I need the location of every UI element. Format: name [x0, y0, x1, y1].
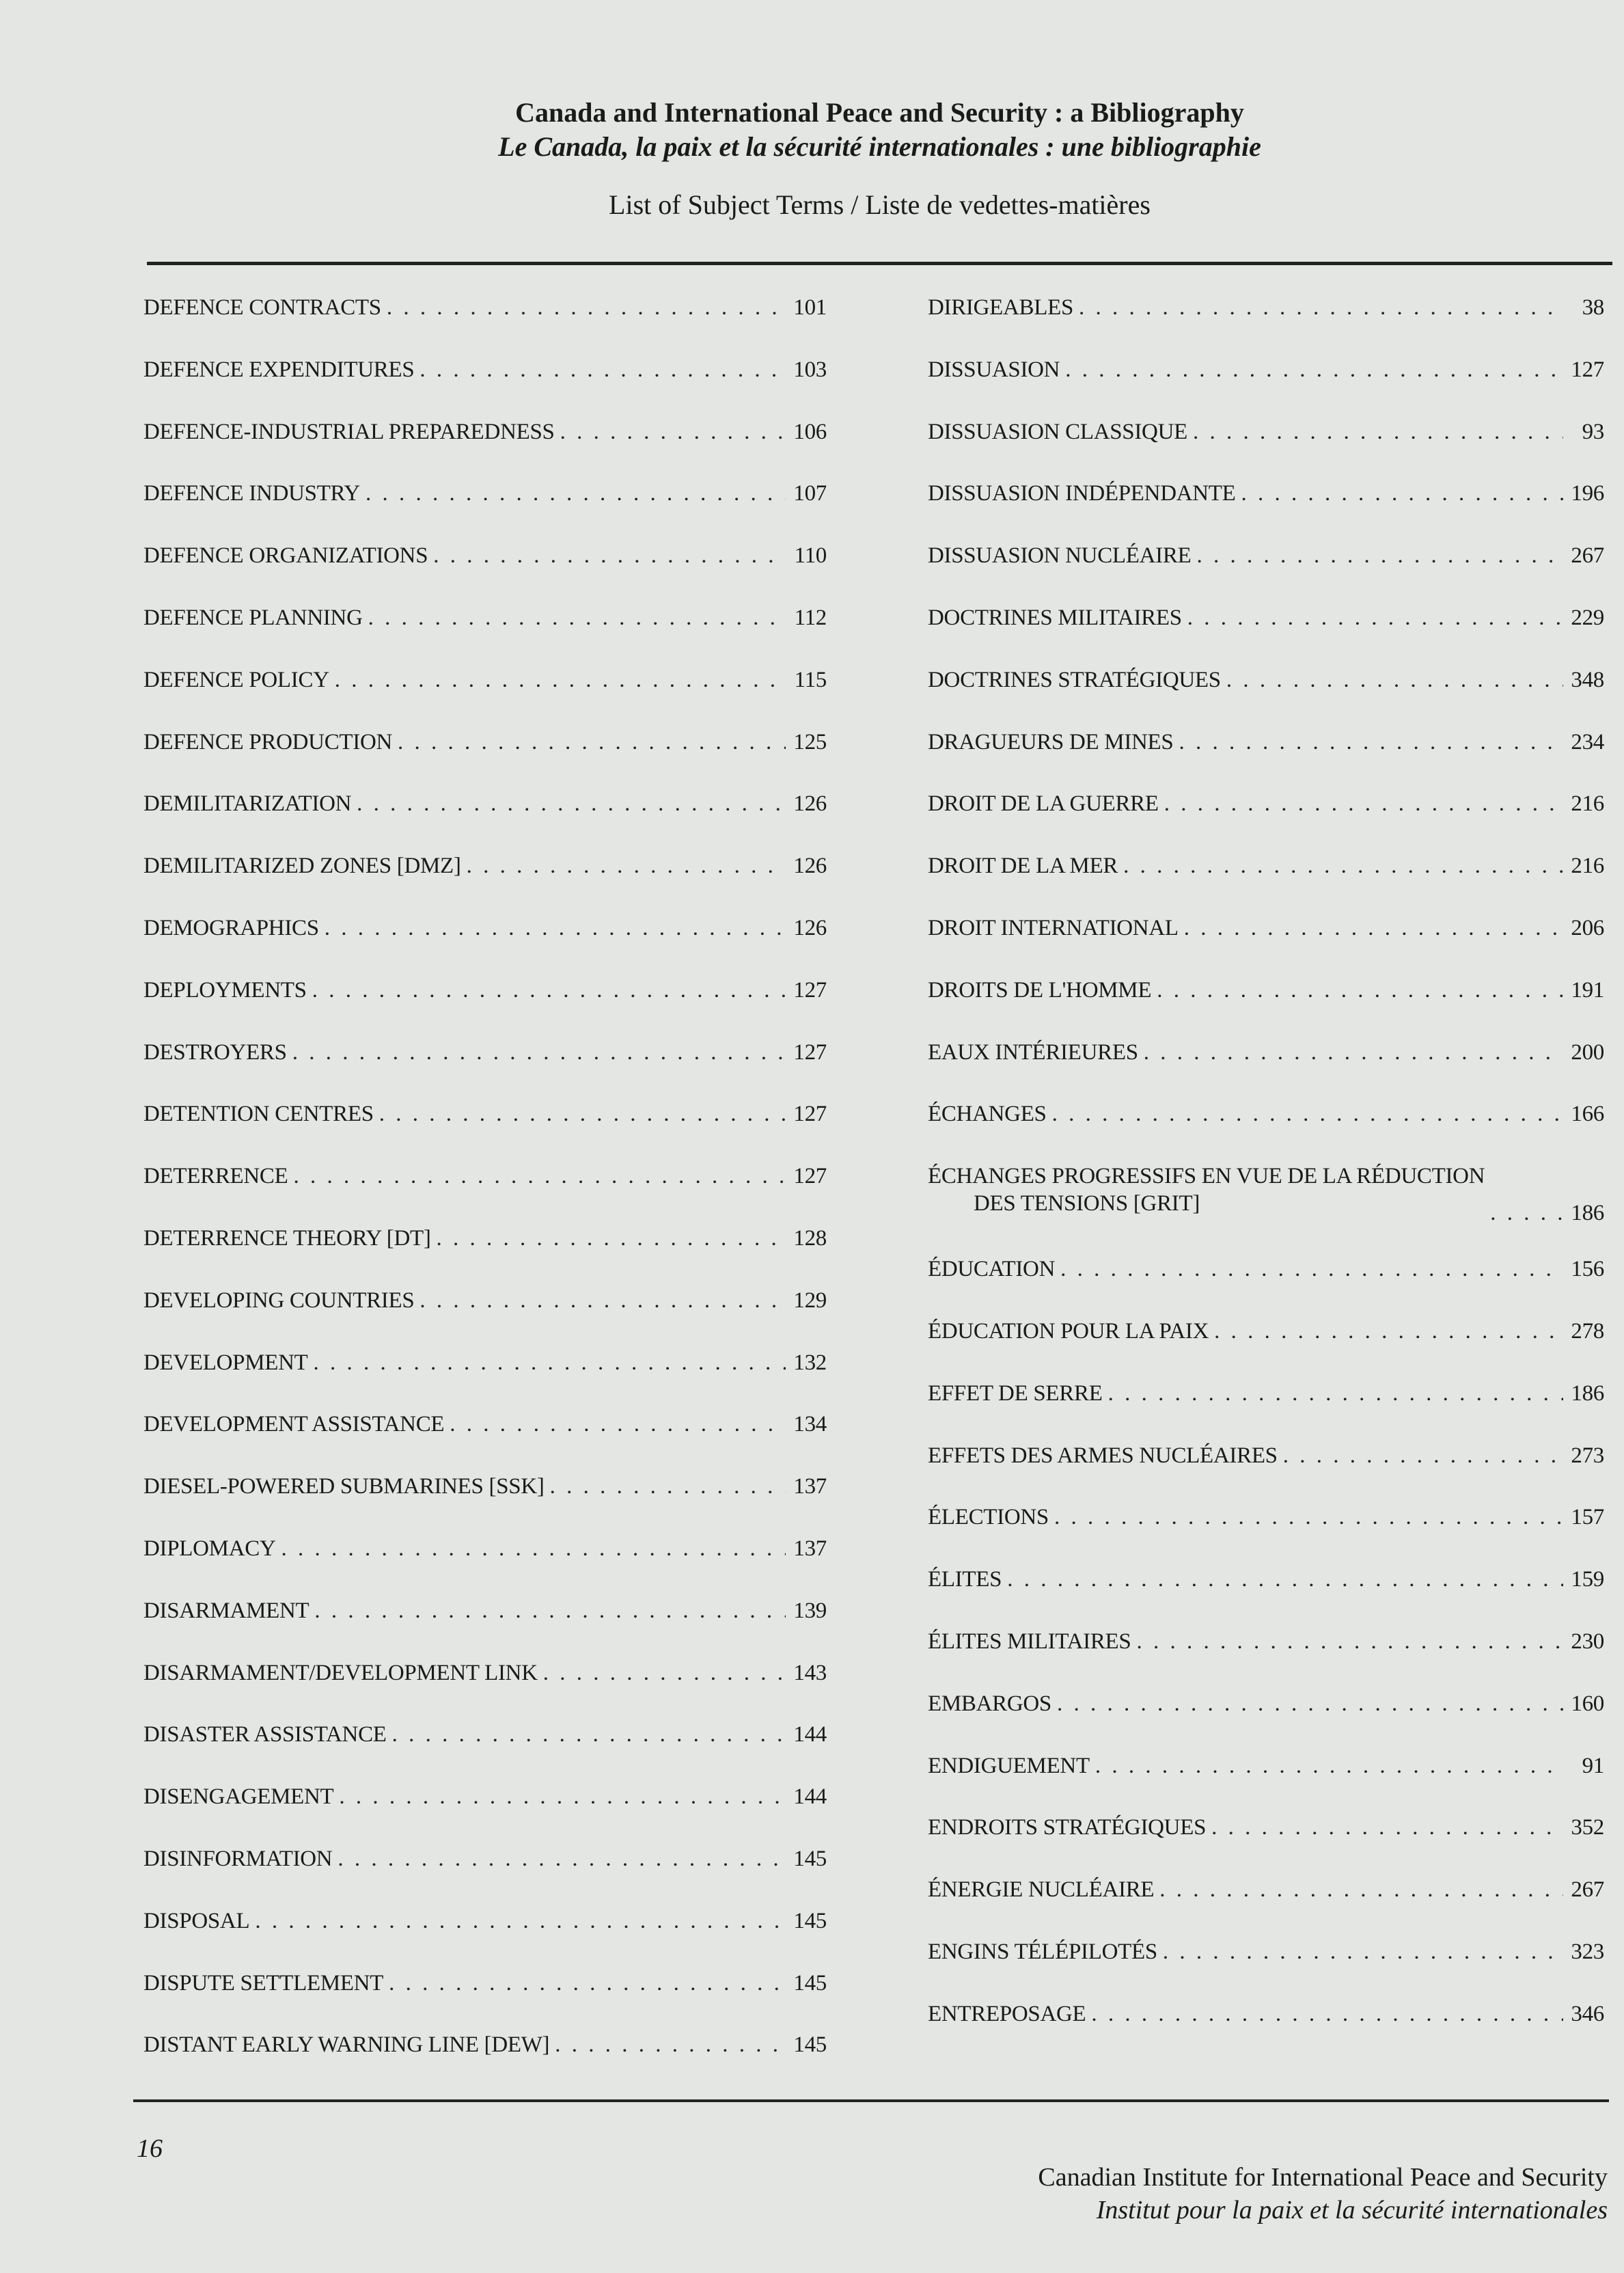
subject-term [928, 852, 1118, 880]
dot-leader [1211, 1814, 1563, 1841]
subject-term-text: DEMILITARIZATION [143, 791, 352, 817]
page-reference: 112 [794, 605, 827, 630]
subject-term-text: DISSUASION CLASSIQUE [928, 419, 1187, 444]
dot-leader [419, 356, 786, 383]
institute-credit [1038, 2161, 1608, 2227]
index-entry [143, 480, 827, 542]
subject-term [143, 977, 307, 1004]
list-subtitle: List of Subject Terms / Liste de vedettes-matières [609, 189, 1151, 220]
page-number: 16 [137, 2134, 163, 2163]
subject-term [928, 356, 1060, 383]
dot-leader [1187, 604, 1563, 631]
dot-leader [1164, 790, 1563, 817]
subject-term-text: DOCTRINES STRATÉGIQUES [928, 667, 1221, 692]
subject-term [928, 1876, 1154, 1903]
page-reference: 186 [1571, 1380, 1604, 1406]
dot-leader [312, 977, 786, 1004]
subject-term [143, 1162, 288, 1190]
subject-term [928, 604, 1182, 631]
subject-term [143, 1225, 431, 1252]
index-entry [928, 1628, 1604, 1690]
index-entry [143, 1411, 827, 1473]
subject-term-text: DEMILITARIZED ZONES [DMZ] [143, 854, 461, 879]
dot-leader [1214, 1318, 1563, 1345]
dot-leader [281, 1535, 786, 1562]
subject-term [143, 1535, 275, 1562]
index-entry [928, 480, 1604, 542]
index-entry [928, 1566, 1604, 1628]
page-reference: 278 [1571, 1318, 1604, 1344]
subject-term-text: DISSUASION NUCLÉAIRE [928, 543, 1192, 569]
dot-leader [543, 1659, 786, 1687]
index-entry [928, 1442, 1604, 1504]
right-term-column [928, 294, 1604, 2063]
subject-term [143, 1907, 249, 1935]
top-rule [147, 262, 1612, 265]
subject-term [928, 294, 1073, 321]
index-entry [143, 604, 827, 666]
subject-term [143, 1100, 374, 1128]
dot-leader [555, 2031, 786, 2058]
subject-term [928, 1318, 1209, 1345]
subject-term-text: ENGINS TÉLÉPILOTÉS [928, 1939, 1157, 1964]
subject-term [143, 1411, 444, 1438]
page-reference: 38 [1582, 295, 1604, 320]
subject-term [928, 1938, 1157, 1965]
page-reference: 216 [1571, 854, 1604, 879]
index-entry [143, 1845, 827, 1907]
dot-leader [255, 1907, 786, 1935]
subject-term-text: ÉLITES MILITAIRES [928, 1629, 1131, 1654]
subject-term [143, 852, 461, 880]
page-reference: 126 [793, 854, 827, 879]
dot-leader [1007, 1566, 1563, 1593]
dot-leader [467, 852, 786, 880]
index-entry [928, 1938, 1604, 2000]
subject-term [928, 1503, 1049, 1531]
subject-term [928, 1100, 1047, 1128]
subject-term-text: DEFENCE INDUSTRY [143, 481, 360, 506]
subject-term-text: DISARMAMENT/DEVELOPMENT LINK [143, 1660, 538, 1685]
page-reference: 352 [1571, 1815, 1604, 1840]
dot-leader [392, 1721, 786, 1748]
index-entry [143, 1597, 827, 1659]
subject-term-text: DIRIGEABLES [928, 295, 1074, 320]
title-english: Canada and International Peace and Security : a Bibliography [515, 97, 1244, 128]
subject-term-text: DEFENCE CONTRACTS [143, 295, 381, 320]
index-entry [928, 2000, 1604, 2063]
page-reference: 137 [793, 1474, 827, 1499]
index-entry [143, 2031, 827, 2093]
page-header [0, 96, 1624, 221]
page-reference: 139 [793, 1598, 827, 1623]
index-entry [143, 977, 827, 1039]
page-reference: 101 [793, 295, 827, 320]
page-reference: 115 [794, 667, 827, 692]
subject-term-text: DROIT DE LA MER [928, 854, 1118, 879]
page-reference: 91 [1582, 1753, 1604, 1778]
subject-term-text: DISENGAGEMENT [143, 1784, 334, 1810]
index-entry [928, 790, 1604, 852]
subject-term-text: DEFENCE PLANNING [143, 605, 363, 630]
subject-term [143, 356, 414, 383]
page-reference: 267 [1571, 1877, 1604, 1903]
page-reference: 145 [793, 1908, 827, 1933]
subject-term-text: ÉDUCATION POUR LA PAIX [928, 1318, 1209, 1344]
index-entry [143, 542, 827, 604]
subject-term-text: DEMOGRAPHICS [143, 915, 319, 940]
subject-term-text: DETERRENCE [143, 1164, 288, 1189]
index-entry [143, 1970, 827, 2032]
index-entry [143, 1039, 827, 1101]
page-reference: 127 [793, 1039, 827, 1065]
subject-term [143, 1597, 309, 1624]
subject-term [928, 542, 1191, 569]
subject-term-text: ENTREPOSAGE [928, 2001, 1086, 2026]
subject-term-text: EAUX INTÉRIEURES [928, 1039, 1138, 1065]
subject-term-text: DEPLOYMENTS [143, 977, 307, 1003]
dot-leader [387, 294, 786, 321]
subject-term [928, 1380, 1103, 1407]
subject-term [928, 1162, 1485, 1217]
index-entry [928, 666, 1604, 729]
page-reference: 229 [1571, 605, 1604, 630]
page-reference: 93 [1582, 419, 1604, 444]
subject-term [143, 2031, 549, 2058]
subject-term [143, 604, 363, 631]
subject-term [928, 1690, 1051, 1717]
subject-term-text: DISARMAMENT [143, 1598, 309, 1623]
subject-term-text: DIESEL-POWERED SUBMARINES [SSK] [143, 1474, 545, 1499]
subject-term-text: ÉCHANGES [928, 1102, 1047, 1127]
subject-term-text: ENDROITS STRATÉGIQUES [928, 1815, 1207, 1840]
subject-term [928, 1442, 1278, 1469]
subject-term [928, 418, 1187, 446]
page-reference: 191 [1571, 977, 1604, 1003]
dot-leader [1054, 1503, 1563, 1531]
page-reference: 234 [1571, 729, 1604, 754]
page-reference: 107 [793, 481, 827, 506]
dot-leader [314, 1597, 786, 1624]
dot-leader [398, 729, 786, 756]
dot-leader [1179, 729, 1563, 756]
page-reference: 159 [1571, 1567, 1604, 1592]
subject-term [143, 1349, 308, 1376]
index-entry [928, 294, 1604, 356]
page-reference: 348 [1571, 667, 1604, 692]
left-term-column [143, 294, 827, 2093]
subject-term [143, 294, 381, 321]
index-entry [928, 542, 1604, 604]
bottom-rule [133, 2099, 1609, 2102]
page-reference: 129 [793, 1288, 827, 1313]
dot-leader [550, 1473, 786, 1500]
index-entry [928, 356, 1604, 418]
index-entry [928, 1162, 1604, 1255]
dot-leader [560, 418, 786, 446]
subject-term-text: DISSUASION [928, 357, 1060, 382]
subject-term-text: DOCTRINES MILITAIRES [928, 605, 1182, 630]
index-entry [928, 1255, 1604, 1318]
index-entry [928, 1039, 1604, 1101]
subject-term-text: DISASTER ASSISTANCE [143, 1722, 387, 1747]
dot-leader [338, 1845, 786, 1873]
page-reference: 216 [1571, 791, 1604, 817]
index-entry [143, 1225, 827, 1287]
dot-leader [389, 1970, 786, 1997]
subject-term-text: DETERRENCE THEORY [DT] [143, 1225, 431, 1251]
subject-term [928, 480, 1236, 507]
subject-term [143, 790, 351, 817]
subject-term [143, 1970, 383, 1997]
page-reference: 206 [1571, 915, 1604, 940]
index-entry [928, 418, 1604, 480]
subject-term-text: DIPLOMACY [143, 1536, 276, 1561]
subject-term-text: DEVELOPMENT [143, 1350, 308, 1375]
subject-term [928, 1039, 1138, 1066]
page-reference: 127 [793, 1164, 827, 1189]
dot-leader [1196, 542, 1563, 569]
index-entry [928, 1690, 1604, 1752]
index-entry [143, 1907, 827, 1970]
subject-term-text: DEVELOPING COUNTRIES [143, 1288, 415, 1313]
subject-term-text: ÉNERGIE NUCLÉAIRE [928, 1877, 1155, 1903]
page-reference: 127 [1571, 357, 1604, 382]
index-entry [143, 666, 827, 729]
dot-leader [1060, 1255, 1563, 1283]
dot-leader [1091, 2000, 1563, 2028]
subject-term [928, 1814, 1206, 1841]
dot-leader [1163, 1938, 1563, 1965]
index-entry [143, 356, 827, 418]
subject-term [928, 1628, 1131, 1655]
subject-term-text: DEFENCE PRODUCTION [143, 729, 393, 754]
dot-leader [1241, 480, 1563, 507]
subject-term-text: ENDIGUEMENT [928, 1753, 1090, 1778]
index-entry [143, 1287, 827, 1349]
page-reference: 134 [793, 1412, 827, 1437]
page-reference: 157 [1571, 1505, 1604, 1530]
index-entry [928, 604, 1604, 666]
page-reference: 137 [793, 1536, 827, 1561]
subject-term [143, 1039, 287, 1066]
dot-leader [1108, 1380, 1563, 1407]
index-entry [928, 729, 1604, 791]
dot-leader [292, 1039, 786, 1066]
subject-term [143, 1845, 332, 1873]
subject-term-text: EFFETS DES ARMES NUCLÉAIRES [928, 1443, 1278, 1468]
subject-term-text: DROIT DE LA GUERRE [928, 791, 1159, 817]
subject-term-text: DEFENCE POLICY [143, 667, 329, 692]
subject-term [143, 1721, 387, 1748]
subject-term-text: ÉCHANGES PROGRESSIFS EN VUE DE LA RÉDUCTION [928, 1164, 1485, 1189]
dot-leader [1052, 1100, 1563, 1128]
index-entry [928, 1380, 1604, 1442]
page-reference: 103 [793, 357, 827, 382]
subject-term [143, 542, 428, 569]
page-reference: 127 [793, 977, 827, 1003]
dot-leader [419, 1287, 786, 1314]
subject-term-continuation: DES TENSIONS [GRIT] [974, 1191, 1200, 1216]
page-reference: 166 [1571, 1102, 1604, 1127]
dot-leader [437, 1225, 786, 1252]
subject-term-text: DISTANT EARLY WARNING LINE [DEW] [143, 2032, 550, 2058]
index-entry [143, 418, 827, 480]
index-entry [143, 1349, 827, 1411]
subject-term-text: DROITS DE L'HOMME [928, 977, 1152, 1003]
dot-leader [1490, 1199, 1563, 1227]
subject-term-text: ÉDUCATION [928, 1257, 1056, 1282]
subject-term [143, 729, 392, 756]
dot-leader [1283, 1442, 1563, 1469]
subject-term-text: DESTROYERS [143, 1039, 287, 1065]
dot-leader [1095, 1752, 1563, 1780]
dot-leader [379, 1100, 786, 1128]
dot-leader [366, 480, 786, 507]
index-entry [928, 1318, 1604, 1380]
page-reference: 110 [794, 543, 827, 569]
subject-term-text: DROIT INTERNATIONAL [928, 915, 1179, 940]
index-entry [143, 1721, 827, 1783]
index-entry [143, 790, 827, 852]
page-reference: 125 [793, 729, 827, 754]
dot-leader [339, 1783, 786, 1810]
index-entry [143, 294, 827, 356]
index-entry [143, 852, 827, 914]
page-reference: 132 [793, 1350, 827, 1375]
subject-term [928, 729, 1173, 756]
index-entry [928, 1876, 1604, 1938]
page-reference: 127 [793, 1102, 827, 1127]
page-reference: 145 [793, 1970, 827, 1996]
index-entry [143, 1100, 827, 1162]
subject-term-text: DEFENCE EXPENDITURES [143, 357, 415, 382]
index-entry [928, 1752, 1604, 1814]
dot-leader [357, 790, 786, 817]
subject-term-text: EFFET DE SERRE [928, 1380, 1103, 1406]
page-reference: 273 [1571, 1443, 1604, 1468]
subject-term-text: ÉLECTIONS [928, 1505, 1049, 1530]
subject-term [143, 1287, 414, 1314]
subject-term [928, 914, 1179, 942]
dot-leader [1136, 1628, 1563, 1655]
dot-leader [1226, 666, 1563, 694]
index-entry [928, 1814, 1604, 1876]
index-entry [928, 1100, 1604, 1162]
subject-term [143, 480, 360, 507]
subject-term [928, 1566, 1002, 1593]
title-french: Le Canada, la paix et la sécurité internationales : une bibliographie [498, 131, 1261, 162]
index-entry [928, 914, 1604, 977]
page-reference: 144 [793, 1784, 827, 1810]
page-reference: 145 [793, 1846, 827, 1871]
subject-term [928, 2000, 1086, 2028]
subject-term-text: DEVELOPMENT ASSISTANCE [143, 1412, 445, 1437]
dot-leader [1193, 418, 1563, 446]
index-entry [143, 914, 827, 977]
subject-term-text: DRAGUEURS DE MINES [928, 729, 1174, 754]
subject-term-text: DISSUASION INDÉPENDANTE [928, 481, 1236, 506]
dot-leader [293, 1162, 786, 1190]
subject-term-text: DISPOSAL [143, 1908, 250, 1933]
page-reference: 186 [1571, 1201, 1604, 1226]
dot-leader [450, 1411, 786, 1438]
page-reference: 346 [1571, 2001, 1604, 2026]
index-entry [143, 1473, 827, 1535]
dot-leader [368, 604, 786, 631]
dot-leader [1144, 1039, 1563, 1066]
index-entry [928, 852, 1604, 914]
subject-term [143, 914, 319, 942]
dot-leader [1159, 1876, 1563, 1903]
page-reference: 230 [1571, 1629, 1604, 1654]
index-entry [143, 1162, 827, 1225]
index-entry [143, 729, 827, 791]
page-reference: 126 [793, 791, 827, 817]
subject-term-text: EMBARGOS [928, 1691, 1051, 1716]
subject-term [928, 1752, 1090, 1780]
index-entry [928, 977, 1604, 1039]
dot-leader [1079, 294, 1563, 321]
subject-term [928, 977, 1151, 1004]
page-reference: 128 [793, 1225, 827, 1251]
subject-term [143, 666, 329, 694]
dot-leader [1065, 356, 1563, 383]
subject-term [928, 1255, 1055, 1283]
subject-term-text: DEFENCE-INDUSTRIAL PREPAREDNESS [143, 419, 555, 444]
subject-term [143, 418, 555, 446]
subject-term-text: ÉLITES [928, 1567, 1002, 1592]
subject-term-text: DISPUTE SETTLEMENT [143, 1970, 384, 1996]
page-reference: 145 [793, 2032, 827, 2058]
page-reference: 126 [793, 915, 827, 940]
page-reference: 106 [793, 419, 827, 444]
index-entry [143, 1659, 827, 1721]
subject-term-text: DETENTION CENTRES [143, 1102, 374, 1127]
page-reference: 323 [1571, 1939, 1604, 1964]
page-reference: 160 [1571, 1691, 1604, 1716]
page-reference: 144 [793, 1722, 827, 1747]
subject-term [143, 1783, 333, 1810]
dot-leader [1057, 1690, 1563, 1717]
subject-term [143, 1473, 545, 1500]
dot-leader [1184, 914, 1563, 942]
page-reference: 200 [1571, 1039, 1604, 1065]
page-reference: 267 [1571, 543, 1604, 569]
subject-term [928, 666, 1221, 694]
subject-term-text: DISINFORMATION [143, 1846, 333, 1871]
index-entry [143, 1535, 827, 1597]
dot-leader [1157, 977, 1563, 1004]
page-reference: 143 [793, 1660, 827, 1685]
index-entry [143, 1783, 827, 1845]
subject-term-text: DEFENCE ORGANIZATIONS [143, 543, 428, 569]
index-entry [928, 1503, 1604, 1566]
subject-term [928, 790, 1159, 817]
institute-french: Institut pour la paix et la sécurité internationales [1096, 2196, 1608, 2224]
institute-english: Canadian Institute for International Peace and Security [1038, 2163, 1608, 2192]
dot-leader [1123, 852, 1563, 880]
dot-leader [325, 914, 786, 942]
subject-term [143, 1659, 538, 1687]
dot-leader [335, 666, 786, 694]
page-reference: 156 [1571, 1257, 1604, 1282]
dot-leader [314, 1349, 786, 1376]
dot-leader [433, 542, 786, 569]
page-reference: 196 [1571, 481, 1604, 506]
